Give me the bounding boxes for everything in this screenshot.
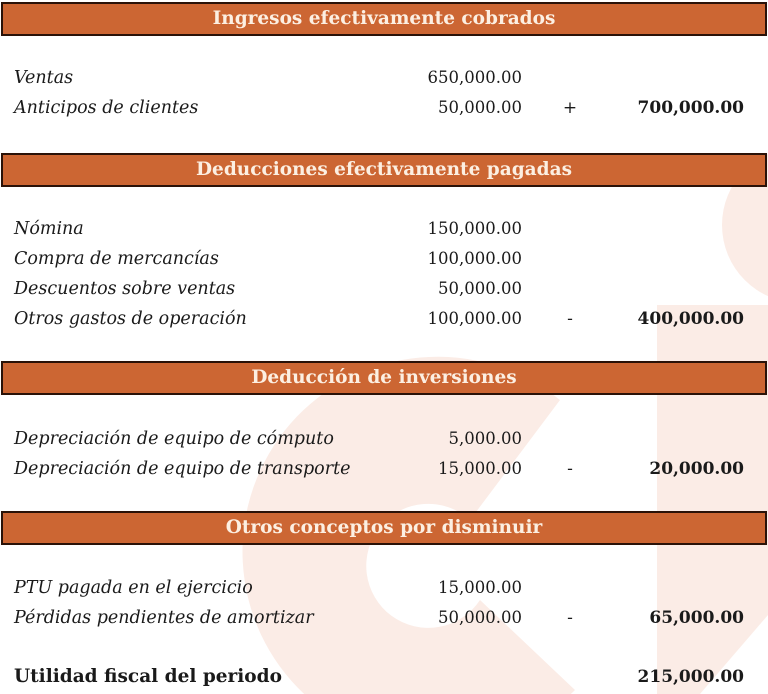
section-header-otros-conceptos: Otros conceptos por disminuir [1, 511, 767, 545]
line-item-label: Depreciación de equipo de cómputo [14, 429, 334, 449]
line-item-amount: 100,000.00 [427, 249, 522, 268]
line-item [0, 245, 768, 273]
line-item [0, 305, 768, 333]
line-item [0, 574, 768, 602]
line-item-amount: 50,000.00 [438, 608, 522, 627]
section-total: 400,000.00 [637, 309, 744, 329]
line-item-label: Compra de mercancías [14, 249, 219, 269]
result-label: Utilidad fiscal del periodo [14, 666, 282, 687]
line-item [0, 275, 768, 303]
line-item [0, 64, 768, 92]
line-item [0, 604, 768, 632]
minus-operator: - [567, 309, 573, 329]
line-item-amount: 100,000.00 [427, 309, 522, 328]
line-item [0, 425, 768, 453]
result-row [0, 663, 768, 691]
section-header-deducciones: Deducciones efectivamente pagadas [1, 153, 767, 187]
section-total: 700,000.00 [637, 98, 744, 118]
plus-operator: + [562, 98, 578, 118]
line-item-label: Anticipos de clientes [14, 98, 199, 118]
result-total: 215,000.00 [637, 667, 744, 687]
minus-operator: - [567, 608, 573, 628]
line-item-label: Ventas [14, 68, 74, 88]
line-item [0, 94, 768, 122]
section-header-inversiones: Deducción de inversiones [1, 361, 767, 395]
line-item-amount: 650,000.00 [427, 68, 522, 87]
line-item-amount: 15,000.00 [438, 459, 522, 478]
line-item-amount: 50,000.00 [438, 279, 522, 298]
line-item-amount: 150,000.00 [427, 219, 522, 238]
minus-operator: - [567, 459, 573, 479]
line-item [0, 215, 768, 243]
line-item-label: Otros gastos de operación [14, 309, 247, 329]
line-item-label: PTU pagada en el ejercicio [14, 578, 253, 598]
line-item-label: Depreciación de equipo de transporte [14, 459, 351, 479]
line-item-label: Pérdidas pendientes de amortizar [14, 608, 314, 628]
line-item [0, 455, 768, 483]
section-total: 65,000.00 [649, 608, 744, 628]
section-total: 20,000.00 [649, 459, 744, 479]
line-item-label: Nómina [14, 219, 84, 239]
line-item-label: Descuentos sobre ventas [14, 279, 236, 299]
line-item-amount: 5,000.00 [448, 429, 522, 448]
line-item-amount: 50,000.00 [438, 98, 522, 117]
line-item-amount: 15,000.00 [438, 578, 522, 597]
section-header-ingresos: Ingresos efectivamente cobrados [1, 2, 767, 36]
